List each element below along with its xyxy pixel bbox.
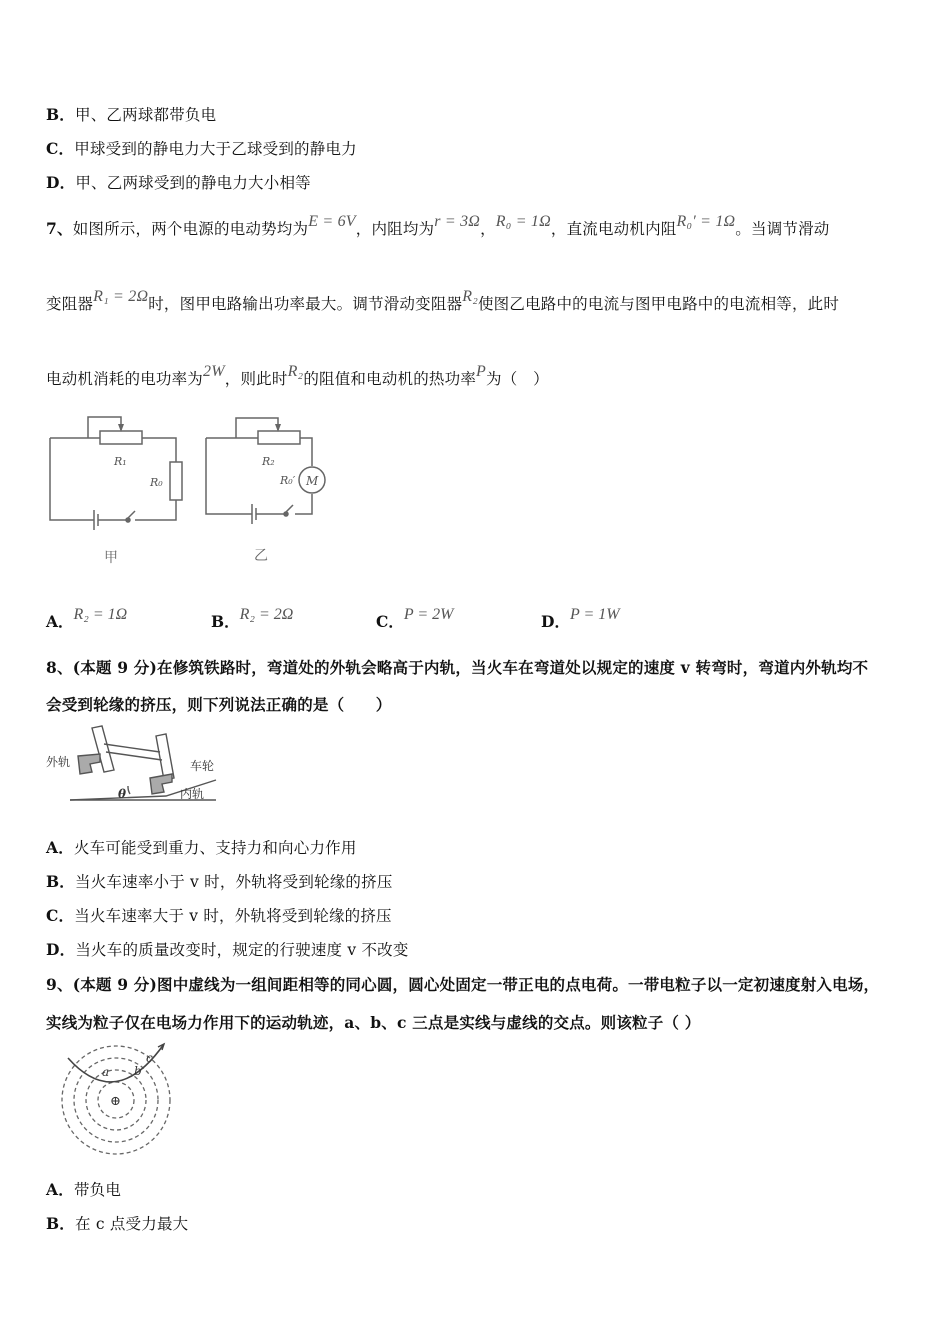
option-label: A． <box>46 1180 74 1199</box>
option-math: R₂ = 2Ω <box>239 606 294 623</box>
stem-text: 变阻器 <box>46 295 94 313</box>
q9-option-b <box>46 1212 188 1234</box>
q8-stem-line1 <box>46 656 868 678</box>
option-label: B． <box>46 105 76 124</box>
stem-text: ，则此时 <box>224 370 288 388</box>
q8-stem-line2 <box>46 693 391 715</box>
battery-yi <box>252 504 256 524</box>
label-r0: R₀ <box>150 476 163 489</box>
label-r0-prime: R₀′ <box>280 474 296 487</box>
question-number: 8、 <box>46 658 73 677</box>
option-label: D． <box>46 940 76 959</box>
inner-wheel <box>156 734 174 780</box>
stem-text: ，直流电动机内阻 <box>550 220 677 238</box>
option-label: D． <box>541 612 570 631</box>
label-motor: M <box>306 474 319 488</box>
axle <box>104 744 162 760</box>
q9-stem-line2 <box>46 1011 700 1033</box>
option-text: 在 c 点受力最大 <box>75 1215 189 1233</box>
stem-text: 时，图甲电路输出功率最大。调节滑动变阻器 <box>148 295 463 313</box>
stem-text: 电动机消耗的电功率为 <box>46 370 204 388</box>
q6-option-c <box>46 137 357 159</box>
rheostat-r2 <box>258 431 300 444</box>
q7-circuit-figure <box>40 410 340 575</box>
rheostat-r1-slider <box>88 417 121 438</box>
label-theta: θ <box>118 787 127 801</box>
q8-option-c <box>46 904 392 926</box>
label-wheel: 车轮 <box>190 759 215 773</box>
q8-option-a <box>46 836 357 858</box>
math-r0: R₀ = 1Ω <box>495 213 551 230</box>
outer-wheel <box>92 726 114 772</box>
inner-rail <box>150 774 172 794</box>
option-label: C． <box>46 139 75 158</box>
label-inner-rail: 内轨 <box>180 787 205 801</box>
option-text: 当火车的质量改变时，规定的行驶速度 v 不改变 <box>75 941 409 959</box>
q9-field-figure <box>46 1040 188 1162</box>
math-internal-resistance: r = 3Ω <box>434 213 481 230</box>
stem-text: 的阻值和电动机的热功率 <box>303 370 477 388</box>
battery-jia <box>94 510 98 530</box>
stem-text: ， <box>480 220 496 238</box>
stem-text: (本题 9 分)在修筑铁路时，弯道处的外轨会略高于内轨，当火车在弯道处以规定的速度 v 转弯时，弯道内外轨均不 <box>72 658 869 677</box>
stem-text: 实线为粒子仅在电场力作用下的运动轨迹，a、b、c 三点是实线与虚线的交点。则该粒子（ ） <box>46 1013 701 1032</box>
option-text: 甲、乙两球都带负电 <box>75 106 217 124</box>
option-label: B． <box>46 1214 76 1233</box>
q7-option-c <box>376 606 454 632</box>
stem-text: 如图所示，两个电源的电动势均为 <box>72 220 309 238</box>
option-label: C． <box>376 612 404 631</box>
caption-yi: 乙 <box>254 548 268 564</box>
math-r1: R₁ = 2Ω <box>93 288 149 305</box>
angle-arc <box>128 786 130 794</box>
rheostat-r2-slider <box>236 418 278 438</box>
label-r1: R₁ <box>114 455 127 468</box>
option-text: 甲、乙两球受到的静电力大小相等 <box>75 174 311 192</box>
option-text: 带负电 <box>73 1181 122 1199</box>
q6-option-d <box>46 171 311 193</box>
option-label: C． <box>46 906 75 925</box>
q8-option-b <box>46 870 393 892</box>
q7-stem-line1 <box>46 213 830 239</box>
q8-track-figure <box>44 722 224 806</box>
label-c: c <box>146 1051 153 1065</box>
label-b: b <box>134 1064 142 1078</box>
stem-text: 会受到轮缘的挤压，则下列说法正确的是（ ） <box>46 695 392 714</box>
question-number: 7、 <box>46 219 73 238</box>
stem-text: 。当调节滑动 <box>735 220 830 238</box>
q9-option-a <box>46 1178 121 1200</box>
option-label: B． <box>46 872 76 891</box>
label-r2: R₂ <box>262 455 275 468</box>
option-text: 当火车速率小于 v 时，外轨将受到轮缘的挤压 <box>75 873 393 891</box>
math-r0-prime: R₀′ = 1Ω <box>676 213 736 230</box>
option-math: P = 2W <box>403 606 454 623</box>
option-text: 当火车速率大于 v 时，外轨将受到轮缘的挤压 <box>74 907 392 925</box>
math-emf: E = 6V <box>308 213 356 230</box>
question-number: 9、 <box>46 975 73 994</box>
resistor-r0 <box>170 462 182 500</box>
q7-option-b <box>211 606 294 632</box>
q9-stem-line1 <box>46 973 879 995</box>
label-outer-rail: 外轨 <box>46 755 71 769</box>
q7-stem-line2 <box>46 288 840 314</box>
q7-option-d <box>541 606 620 632</box>
option-math: R₂ = 1Ω <box>73 606 128 623</box>
math-r2: R₂ <box>462 288 478 305</box>
positive-charge-icon: ⊕ <box>110 1094 121 1109</box>
stem-text: 使图乙电路中的电流与图甲电路中的电流相等，此时 <box>477 295 840 313</box>
rheostat-r1 <box>100 431 142 444</box>
stem-text: (本题 9 分)图中虚线为一组间距相等的同心圆，圆心处固定一带正电的点电荷。一带电粒子以一定初速度射入电场， <box>72 975 880 994</box>
circuit-yi-wires <box>206 438 312 514</box>
label-a: a <box>102 1065 110 1079</box>
option-label: A． <box>46 612 74 631</box>
option-label: B． <box>211 612 240 631</box>
option-math: P = 1W <box>569 606 620 623</box>
math-r2: R₂ <box>287 363 304 380</box>
caption-jia: 甲 <box>104 550 118 566</box>
stem-text: 为（ ） <box>486 370 549 388</box>
outer-rail <box>78 754 100 774</box>
math-power: 2W <box>203 363 225 380</box>
option-text: 甲球受到的静电力大于乙球受到的静电力 <box>74 140 357 158</box>
stem-text: ，内阻均为 <box>355 220 435 238</box>
option-text: 火车可能受到重力、支持力和向心力作用 <box>73 839 357 857</box>
option-label: A． <box>46 838 74 857</box>
q7-option-a <box>46 606 128 632</box>
q6-option-b <box>46 103 216 125</box>
math-p: P <box>476 363 486 380</box>
q8-option-d <box>46 938 409 960</box>
option-label: D． <box>46 173 76 192</box>
q7-stem-line3 <box>46 363 549 389</box>
